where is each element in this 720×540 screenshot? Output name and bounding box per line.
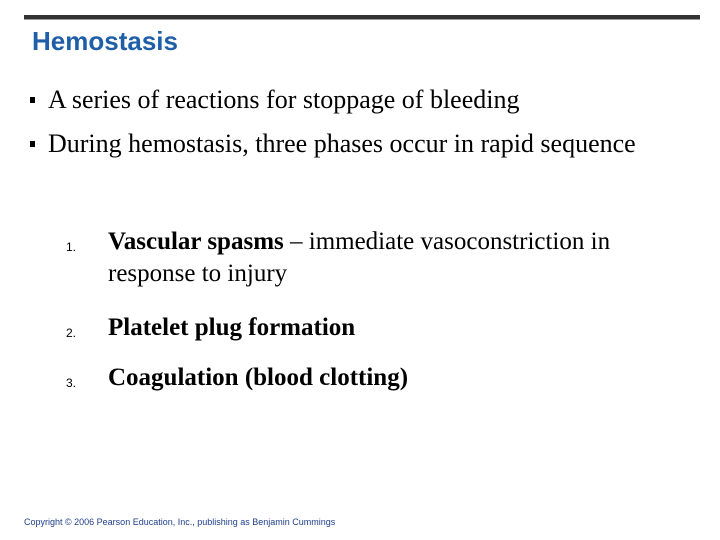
slide-title: Hemostasis [32,26,178,56]
top-rule [24,15,700,20]
phase-item [66,362,666,394]
square-bullet-icon [30,97,35,103]
bullet-list [30,84,670,172]
bullet-item [30,84,670,116]
phase-name: Platelet plug formation [108,314,356,341]
phase-number: 3. [66,376,77,390]
phase-number: 2. [66,326,77,340]
bullet-item [30,128,670,160]
phase-item [66,312,666,344]
phase-item [66,226,666,290]
phase-name: Coagulation (blood clotting) [108,364,409,391]
square-bullet-icon [30,141,35,147]
phase-name: Vascular spasms [108,228,284,255]
phase-description: – immediate vasoconstriction in response to injury [108,228,611,287]
bullet-text: A series of reactions for stoppage of bleeding [48,85,520,114]
phase-number: 1. [66,240,77,254]
copyright-footer: Copyright © 2006 Pearson Education, Inc., publishing as Benjamin Cummings [24,517,336,527]
bullet-text: During hemostasis, three phases occur in rapid sequence [48,129,636,158]
phase-list [66,226,666,394]
